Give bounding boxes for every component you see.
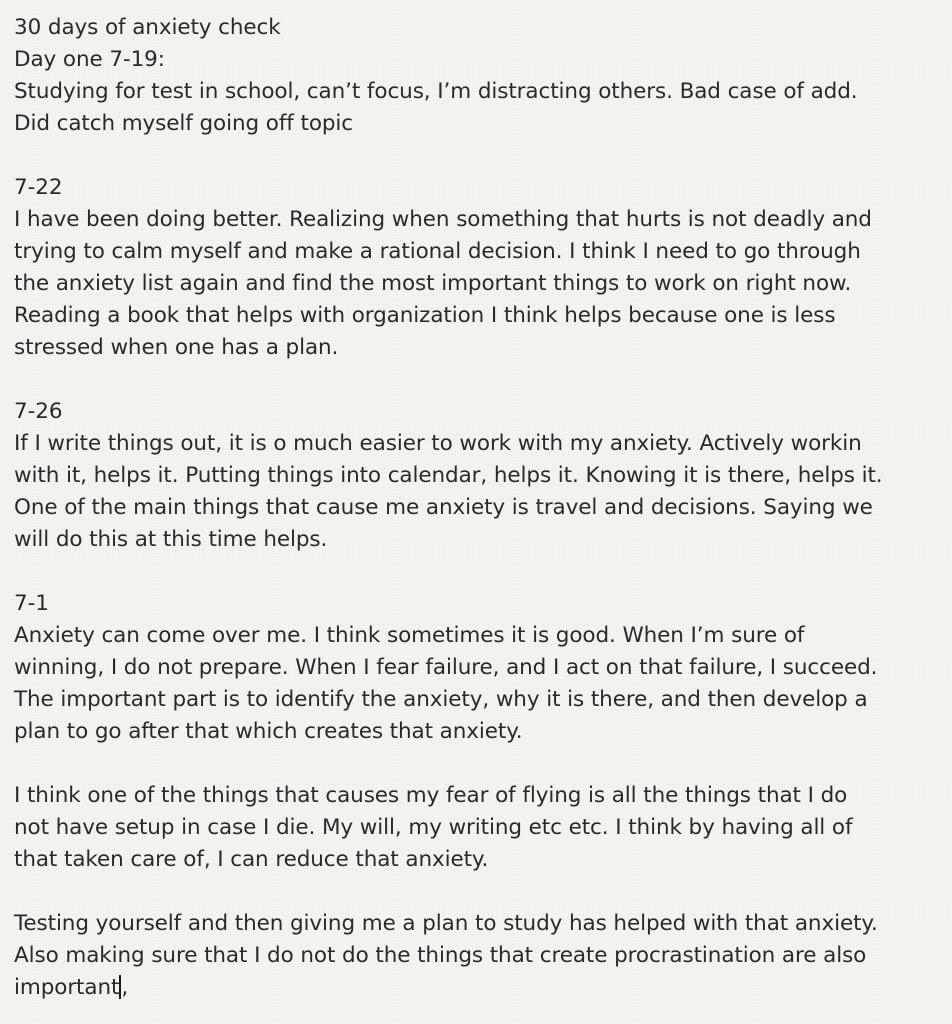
entry-heading: 7-26 (14, 399, 63, 424)
text-before-caret: important (14, 975, 120, 1000)
note-editor[interactable] (14, 12, 944, 1004)
entry-heading: 7-1 (14, 591, 49, 616)
entry-heading: Day one 7-19: (14, 47, 165, 72)
entry-text-line: Also making sure that I do not do the things that create procrastination are also (14, 943, 867, 968)
entry-text-line: Studying for test in school, can’t focus, I’m distracting others. Bad case of add. (14, 79, 858, 104)
entry-text-line: not have setup in case I die. My will, my writing etc etc. I think by having all of (14, 815, 853, 840)
entry-text-line: One of the main things that cause me anxiety is travel and decisions. Saying we (14, 495, 873, 520)
text-after-caret: , (121, 975, 129, 1000)
entry-text-line: the anxiety list again and find the most important things to work on right now. (14, 271, 852, 296)
note-title: 30 days of anxiety check (14, 15, 281, 40)
entry-7-26 (14, 396, 944, 556)
entry-text-line-with-caret (14, 972, 944, 1004)
entry-text-line: plan to go after that which creates that anxiety. (14, 719, 523, 744)
blank-line (14, 364, 944, 396)
entry-text-line: If I write things out, it is o much easier to work with my anxiety. Actively workin (14, 431, 862, 456)
entry-text-line: stressed when one has a plan. (14, 335, 339, 360)
blank-line (14, 140, 944, 172)
entry-text-line: Testing yourself and then giving me a plan to study has helped with that anxiety. (14, 911, 878, 936)
entry-heading: 7-22 (14, 175, 63, 200)
entry-text-line: will do this at this time helps. (14, 527, 328, 552)
entry-text-line: with it, helps it. Putting things into calendar, helps it. Knowing it is there, helps it. (14, 463, 883, 488)
entry-text-line: I have been doing better. Realizing when something that hurts is not deadly and (14, 207, 872, 232)
entry-text-line: Anxiety can come over me. I think sometimes it is good. When I’m sure of (14, 623, 805, 648)
blank-line (14, 556, 944, 588)
blank-line (14, 876, 944, 908)
entry-text-line: winning, I do not prepare. When I fear failure, and I act on that failure, I succeed. (14, 655, 878, 680)
entry-text-line: I think one of the things that causes my fear of flying is all the things that I do (14, 783, 848, 808)
entry-text-line: Did catch myself going off topic (14, 111, 354, 136)
entry-text-line: trying to calm myself and make a rational decision. I think I need to go through (14, 239, 861, 264)
entry-text-line: The important part is to identify the anxiety, why it is there, and then develop a (14, 687, 868, 712)
entry-text-line: Reading a book that helps with organization I think helps because one is less (14, 303, 836, 328)
entry-paragraph-testing (14, 908, 944, 1004)
entry-7-22 (14, 172, 944, 364)
entry-7-1 (14, 588, 944, 748)
entry-paragraph-flying (14, 780, 944, 876)
entry-text-line: that taken care of, I can reduce that anxiety. (14, 847, 489, 872)
blank-line (14, 748, 944, 780)
entry-day-one (14, 44, 944, 140)
